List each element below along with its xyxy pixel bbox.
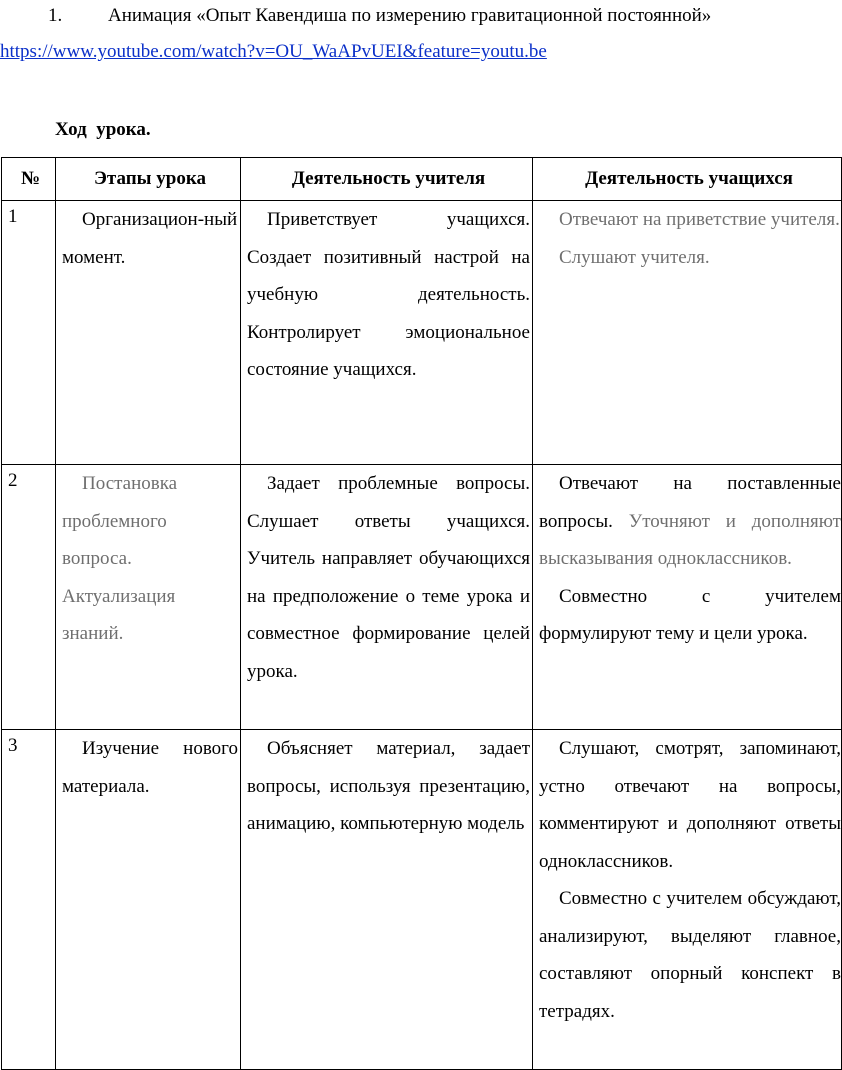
stage-cell: Организацион-ный момент. [62,209,238,268]
table-row [2,730,842,1070]
teacher-activity-cell: Задает проблемные вопросы. Слушает ответы учащихся. Учитель направляет обучающихся на предположение о теме урока и совместное формирование целей урока. [247,473,530,682]
student-activity-text: Совместно с учителем обсуждают, анализируют, выделяют главное, составляют опорный конспект в тетрадях. [539,888,841,1022]
table-row [2,465,842,730]
resource-item [48,2,711,30]
student-activity-text: Отвечают на приветствие учителя. [559,209,840,230]
teacher-activity-cell: Приветствует учащихся. Создает позитивный настрой на учебную деятельность. Контролирует эмоциональное состояние учащихся. [247,209,530,380]
student-activity-answer: Отвечают на поставленные вопросы. [539,473,841,532]
table-row [2,201,842,465]
student-activity-text [539,465,841,578]
student-activity-clarify: Уточняют и дополняют высказывания одноклассников. [539,510,841,569]
item-title: Анимация «Опыт Кавендиша по измерению гравитационной постоянной» [108,5,712,26]
student-activity-text: Слушают учителя. [559,246,710,268]
row-number: 2 [2,465,56,730]
row-number: 3 [2,730,56,1070]
header-number: № [2,158,56,201]
table-header-row [2,158,842,201]
student-activity-text: Совместно с учителем формулируют тему и цели урока. [539,585,841,644]
header-student-activity: Деятельность учащихся [533,158,842,201]
item-number: 1. [48,5,63,26]
stage-cell: Изучение нового материала. [62,738,238,797]
section-heading: Ход урока. [55,119,151,140]
teacher-activity-cell: Объясняет материал, задает вопросы, используя презентацию, анимацию, компьютерную модель [247,738,530,834]
video-link[interactable]: https://www.youtube.com/watch?v=OU_WaAPvUEI&feature=youtu.be [0,41,547,62]
student-activity-text: Слушают, смотрят, запоминают, устно отвечают на вопросы, комментируют и дополняют ответы одноклассников. [539,738,841,872]
row-number: 1 [2,201,56,465]
lesson-table [1,157,842,1070]
header-teacher-activity: Деятельность учителя [241,158,533,201]
stage-cell: Постановка проблемного вопроса. Актуализация знаний. [62,473,178,644]
header-stages: Этапы урока [56,158,241,201]
